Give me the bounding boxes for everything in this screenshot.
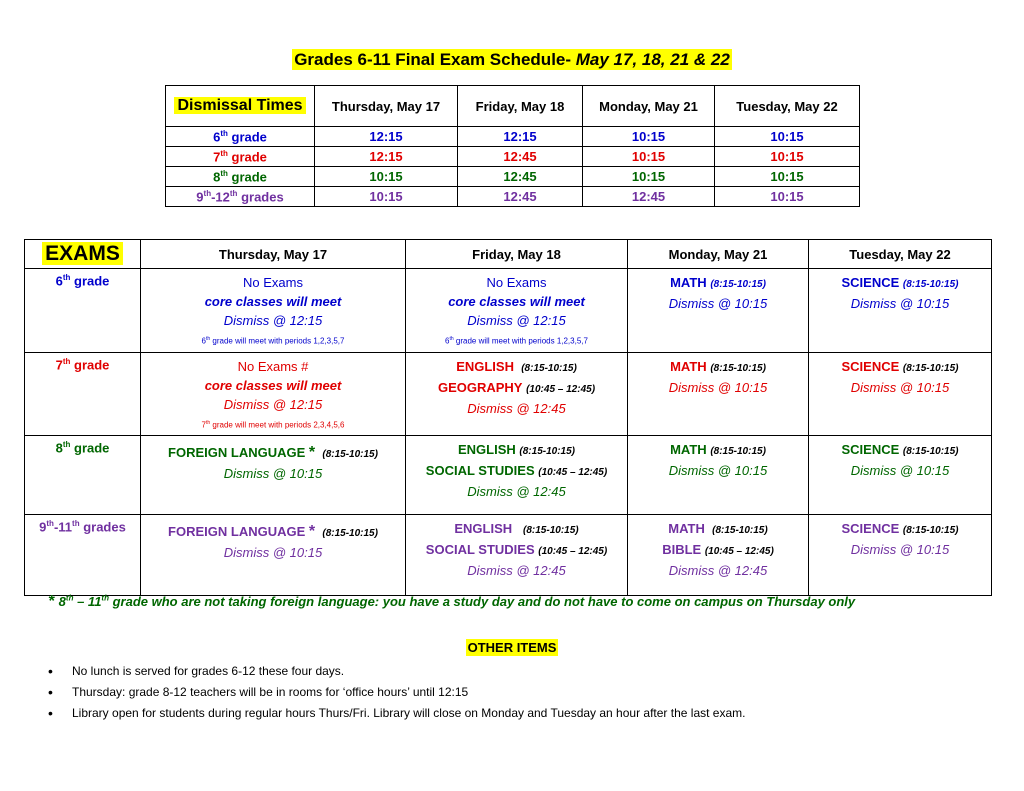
dismissal-time: 10:15 xyxy=(315,167,458,187)
exams-row-8 xyxy=(25,436,992,515)
exam-cell-6-thu: No Exams core classes will meet Dismiss @ 12:15 6th grade will meet with periods 1,2,3,5,7 xyxy=(141,269,406,353)
list-item: • Library open for students during regular hours Thurs/Fri. Library will close on Monday and Tuesday an hour after the last exam. xyxy=(48,703,745,724)
exams-day-tue: Tuesday, May 22 xyxy=(809,240,992,269)
exam-cell-7-tue: SCIENCE (8:15-10:15) Dismiss @ 10:15 xyxy=(809,353,992,436)
exams-header-cell xyxy=(25,240,141,269)
dismissal-header-cell xyxy=(166,86,315,127)
dismissal-times-table xyxy=(165,85,860,207)
dismissal-time: 12:45 xyxy=(458,187,583,207)
exams-row-6 xyxy=(25,269,992,353)
dismissal-row-8 xyxy=(166,167,860,187)
dismissal-time: 12:45 xyxy=(458,167,583,187)
exams-grade-label: 9th-11th grades xyxy=(25,515,141,596)
exam-cell-9-thu: FOREIGN LANGUAGE * (8:15-10:15) Dismiss @ 10:15 xyxy=(141,515,406,596)
dismissal-row-6 xyxy=(166,127,860,147)
exam-cell-9-tue: SCIENCE (8:15-10:15) Dismiss @ 10:15 xyxy=(809,515,992,596)
dismissal-time: 12:15 xyxy=(458,127,583,147)
exam-cell-7-thu: No Exams # core classes will meet Dismiss @ 12:15 7th grade will meet with periods 2,3,4,5,6 xyxy=(141,353,406,436)
exams-table xyxy=(24,239,992,596)
dismissal-day-fri: Friday, May 18 xyxy=(458,86,583,127)
dismissal-row-7 xyxy=(166,147,860,167)
exams-grade-label: 7th grade xyxy=(25,353,141,436)
dismissal-time: 12:15 xyxy=(315,127,458,147)
dismissal-grade-label: 6th grade xyxy=(166,127,315,147)
exam-cell-9-mon: MATH (8:15-10:15) BIBLE (10:45 – 12:45) Dismiss @ 12:45 xyxy=(628,515,809,596)
dismissal-time: 10:15 xyxy=(315,187,458,207)
exam-cell-8-mon: MATH (8:15-10:15) Dismiss @ 10:15 xyxy=(628,436,809,515)
title-text: Grades 6-11 Final Exam Schedule- xyxy=(294,50,576,69)
exam-cell-6-mon: MATH (8:15-10:15) Dismiss @ 10:15 xyxy=(628,269,809,353)
exam-cell-7-fri: ENGLISH (8:15-10:15) GEOGRAPHY (10:45 – 12:45) Dismiss @ 12:45 xyxy=(406,353,628,436)
dismissal-time: 10:15 xyxy=(715,147,860,167)
exams-grade-label: 6th grade xyxy=(25,269,141,353)
dismissal-time: 10:15 xyxy=(583,147,715,167)
exam-cell-8-thu: FOREIGN LANGUAGE * (8:15-10:15) Dismiss @ 10:15 xyxy=(141,436,406,515)
dismissal-grade-label: 8th grade xyxy=(166,167,315,187)
exam-cell-6-tue: SCIENCE (8:15-10:15) Dismiss @ 10:15 xyxy=(809,269,992,353)
other-items-list xyxy=(48,661,745,724)
dismissal-time: 12:45 xyxy=(458,147,583,167)
dismissal-time: 10:15 xyxy=(715,187,860,207)
page-title xyxy=(0,50,1024,70)
exam-cell-9-fri: ENGLISH (8:15-10:15) SOCIAL STUDIES (10:45 – 12:45) Dismiss @ 12:45 xyxy=(406,515,628,596)
exam-cell-7-mon: MATH (8:15-10:15) Dismiss @ 10:15 xyxy=(628,353,809,436)
dismissal-time: 10:15 xyxy=(715,167,860,187)
exams-row-7 xyxy=(25,353,992,436)
dismissal-header: Dismissal Times xyxy=(174,97,305,114)
dismissal-time: 12:45 xyxy=(583,187,715,207)
exams-day-fri: Friday, May 18 xyxy=(406,240,628,269)
dismissal-day-tue: Tuesday, May 22 xyxy=(715,86,860,127)
foreign-language-footnote: * 8th – 11th grade who are not taking foreign language: you have a study day and do not have to come on campus on Thursday only xyxy=(48,593,856,610)
exams-grade-label: 8th grade xyxy=(25,436,141,515)
exams-row-9-11 xyxy=(25,515,992,596)
title-dates: May 17, 18, 21 & 22 xyxy=(575,50,730,69)
exams-day-thu: Thursday, May 17 xyxy=(141,240,406,269)
exam-cell-8-fri: ENGLISH (8:15-10:15) SOCIAL STUDIES (10:45 – 12:45) Dismiss @ 12:45 xyxy=(406,436,628,515)
dismissal-day-mon: Monday, May 21 xyxy=(583,86,715,127)
list-item: • No lunch is served for grades 6-12 these four days. xyxy=(48,661,745,682)
dismissal-grade-label: 9th-12th grades xyxy=(166,187,315,207)
list-item: • Thursday: grade 8-12 teachers will be in rooms for ‘office hours’ until 12:15 xyxy=(48,682,745,703)
dismissal-time: 10:15 xyxy=(583,127,715,147)
exams-day-mon: Monday, May 21 xyxy=(628,240,809,269)
other-items-heading: OTHER ITEMS xyxy=(467,640,557,655)
dismissal-day-thu: Thursday, May 17 xyxy=(315,86,458,127)
dismissal-grade-label: 7th grade xyxy=(166,147,315,167)
dismissal-time: 10:15 xyxy=(583,167,715,187)
exams-header: EXAMS xyxy=(42,242,123,265)
exam-cell-6-fri: No Exams core classes will meet Dismiss @ 12:15 6th grade will meet with periods 1,2,3,5,7 xyxy=(406,269,628,353)
dismissal-row-9-12 xyxy=(166,187,860,207)
exam-cell-8-tue: SCIENCE (8:15-10:15) Dismiss @ 10:15 xyxy=(809,436,992,515)
dismissal-time: 12:15 xyxy=(315,147,458,167)
dismissal-time: 10:15 xyxy=(715,127,860,147)
